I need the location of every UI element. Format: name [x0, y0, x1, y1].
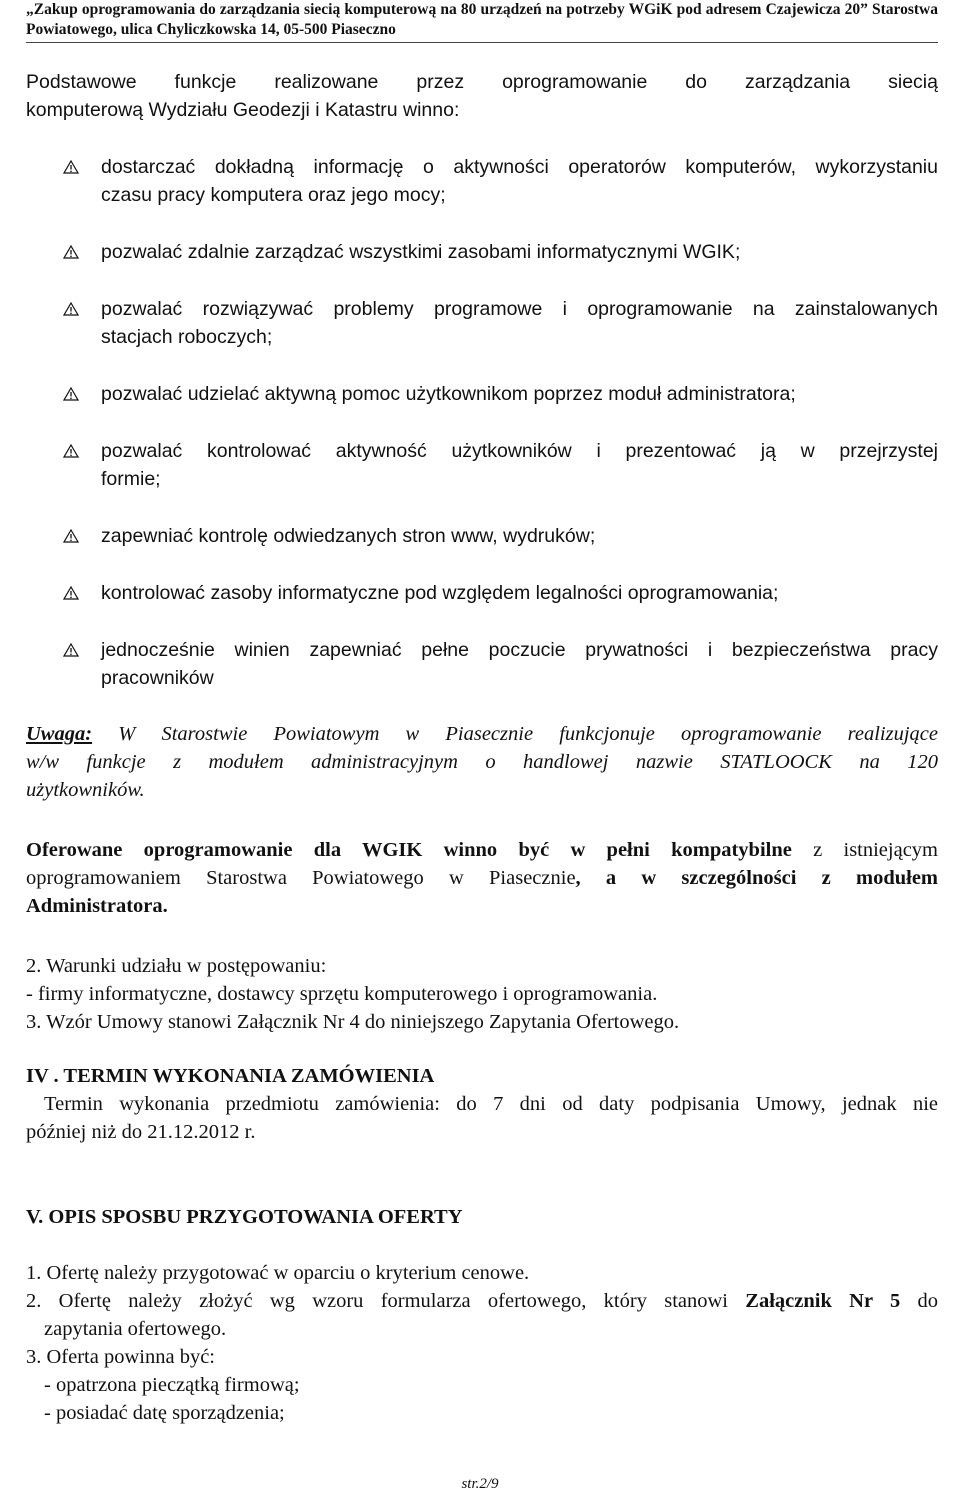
bullet-line-1: pozwalać kontrolować aktywność użytkowników i prezentować ją w przejrzystej: [101, 440, 938, 462]
warning-triangle-icon: [63, 444, 79, 458]
section-v: [26, 1203, 938, 1427]
bullet-text: [101, 153, 938, 209]
compat-bold-1: Oferowane oprogramowanie dla WGIK winno być w pełni kompatybilne: [26, 839, 792, 861]
warning-triangle-icon: [63, 387, 79, 401]
bullet-line-1: kontrolować zasoby informatyczne pod względem legalności oprogramowania;: [101, 582, 779, 604]
section-iv: [26, 1062, 938, 1146]
conditions-item: - firmy informatyczne, dostawcy sprzętu komputerowego i oprogramowania.: [26, 983, 658, 1005]
bullet-text: [101, 579, 938, 607]
warning-triangle-icon: [63, 302, 79, 316]
bullet-line-2: czasu pracy komputera oraz jego mocy;: [101, 184, 446, 206]
bullet-item: [63, 380, 938, 408]
bullet-item: [63, 238, 938, 266]
uwaga-line-1: W Starostwie Powiatowym w Piasecznie funkcjonuje oprogramowanie realizujące: [92, 723, 938, 745]
uwaga-line-3: użytkowników.: [26, 779, 145, 801]
bullet-line-2: pracowników: [101, 667, 214, 689]
warning-triangle-icon: [63, 643, 79, 657]
bullet-line-2: formie;: [101, 468, 161, 490]
bullet-text: [101, 295, 938, 351]
page-number: str.2/9: [461, 1476, 499, 1492]
compatibility-paragraph: [26, 836, 938, 920]
section-v-heading: V. OPIS SPOSBU PRZYGOTOWANIA OFERTY: [26, 1206, 463, 1228]
bullet-line-1: pozwalać udzielać aktywną pomoc użytkownikom poprzez moduł administratora;: [101, 383, 796, 405]
bullet-text: [101, 636, 938, 692]
bullet-line-1: zapewniać kontrolę odwiedzanych stron www, wydruków;: [101, 525, 596, 547]
section-iv-heading: IV . TERMIN WYKONANIA ZAMÓWIENIA: [26, 1065, 435, 1087]
intro-line-2: komputerową Wydziału Geodezji i Katastru winno:: [26, 99, 460, 121]
warning-triangle-icon: [63, 586, 79, 600]
attachment-reference: Załącznik Nr 5: [745, 1290, 901, 1312]
bullet-line-1: dostarczać dokładną informację o aktywności operatorów komputerów, wykorzystaniu: [101, 156, 938, 178]
section-iv-line-1: Termin wykonania przedmiotu zamówienia: do 7 dni od daty podpisania Umowy, jednak nie: [44, 1093, 938, 1115]
bullet-item: [63, 437, 938, 493]
section-v-sub-2: - posiadać datę sporządzenia;: [44, 1402, 285, 1424]
bullet-item: [63, 153, 938, 209]
section-v-item-2: [26, 1287, 938, 1315]
bullet-item: [63, 636, 938, 692]
uwaga-line-2: w/w funkcje z modułem administracyjnym o handlowej nazwie STATLOOCK na 120: [26, 751, 938, 773]
document-header: [26, 0, 938, 40]
warning-triangle-icon: [63, 160, 79, 174]
bullet-text: [101, 380, 938, 408]
section-v-item-1: 1. Ofertę należy przygotować w oparciu o kryterium cenowe.: [26, 1262, 530, 1284]
section-iv-line-2: później niż do 21.12.2012 r.: [26, 1121, 256, 1143]
compat-bold-3: Administratora.: [26, 895, 168, 917]
compat-normal-2: oprogramowaniem Starostwa Powiatowego w Piasecznie: [26, 867, 576, 889]
bullet-text: [101, 238, 938, 266]
section-v-item-3: 3. Oferta powinna być:: [26, 1346, 215, 1368]
agreement-template-note: 3. Wzór Umowy stanowi Załącznik Nr 4 do niniejszego Zapytania Ofertowego.: [26, 1011, 680, 1033]
bullet-line-1: pozwalać zdalnie zarządzać wszystkimi zasobami informatycznymi WGIK;: [101, 241, 741, 263]
intro-paragraph: [26, 68, 938, 124]
header-divider: [26, 42, 938, 43]
intro-line-1: Podstawowe funkcje realizowane przez oprogramowanie do zarządzania siecią: [26, 71, 938, 93]
conditions-heading: 2. Warunki udziału w postępowaniu:: [26, 955, 327, 977]
bullet-line-1: pozwalać rozwiązywać problemy programowe i oprogramowanie na zainstalowanych: [101, 298, 938, 320]
bullet-text: [101, 437, 938, 493]
section-v-sub-1: - opatrzona pieczątką firmową;: [44, 1374, 300, 1396]
header-line-1: „Zakup oprogramowania do zarządzania siecią komputerową na 80 urządzeń na potrzeby WGiK pod adresem Czajewicza 20” Starostwa: [26, 1, 938, 18]
bullet-item: [63, 579, 938, 607]
section-v-item-2-cont: zapytania ofertowego.: [44, 1318, 227, 1340]
warning-triangle-icon: [63, 529, 79, 543]
bullet-item: [63, 295, 938, 351]
bullet-text: [101, 522, 938, 550]
bullet-line-2: stacjach roboczych;: [101, 326, 273, 348]
uwaga-label: Uwaga:: [26, 723, 93, 745]
header-line-2: Powiatowego, ulica Chyliczkowska 14, 05-500 Piaseczno: [26, 21, 396, 38]
compat-bold-2: , a w szczególności z modułem: [575, 867, 938, 889]
item-2-tail: do: [900, 1290, 939, 1312]
uwaga-note: [26, 720, 938, 804]
warning-triangle-icon: [63, 245, 79, 259]
bullet-item: [63, 522, 938, 550]
participation-conditions: [26, 952, 938, 1036]
spacer: [26, 1231, 938, 1259]
bullet-line-1: jednocześnie winien zapewniać pełne poczucie prywatności i bezpieczeństwa pracy: [101, 639, 938, 661]
compat-rest-1: z istniejącym: [791, 839, 938, 861]
item-2-text: 2. Ofertę należy złożyć wg wzoru formularza ofertowego, który stanowi: [26, 1290, 746, 1312]
